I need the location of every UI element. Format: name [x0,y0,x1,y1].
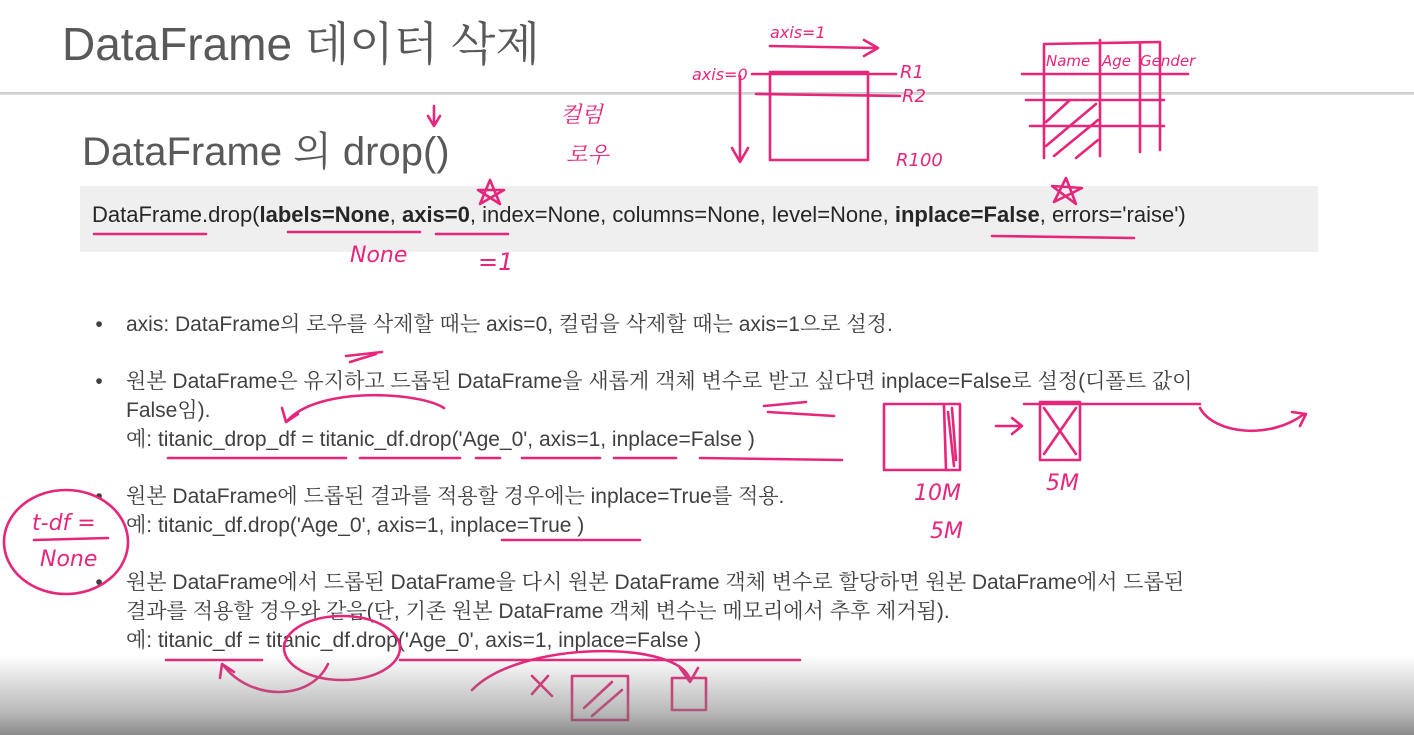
sig-mid: , index=None, columns=None, level=None, [469,202,895,227]
bullet-dot: • [95,370,103,393]
hw-circle-line1: t-df = [32,511,96,536]
sig-labels-param: labels=None [259,202,390,227]
axis1-arrow [770,40,878,56]
bullet-line: False임). [126,399,211,422]
drop-signature [92,202,1186,228]
section-subtitle: DataFrame 의 drop() [82,130,450,174]
diagram-df-box [770,72,868,160]
bullet-list [92,310,1392,683]
bullet-item [92,310,1392,339]
drop-signature-box [80,186,1318,252]
hw-r2: R2 [902,86,926,107]
grid-hatch [1046,100,1098,158]
bullet-item [92,482,1392,540]
hw-row-label: 로우 [566,143,609,168]
hw-header-gender: Gender [1140,52,1196,70]
bullet-item [92,367,1392,454]
hw-axis0: axis=0 [692,65,748,84]
bullet-example: 예: titanic_drop_df = titanic_df.drop('Age_0', axis=1, inplace=False ) [126,428,755,451]
bullet-line: 원본 DataFrame은 유지하고 드롭된 DataFrame을 새롭게 객체 변수로 받고 싶다면 inplace=False로 설정(디폴트 값이 [126,370,1193,393]
hw-col-label: 컬럼 [560,103,603,128]
sig-head: DataFrame.drop( [92,202,260,227]
axis0-arrow [732,76,748,162]
bullet-line: axis: DataFrame의 로우를 삭제할 때는 axis=0, 컬럼을 삭제할 때는 axis=1으로 설정. [126,313,893,336]
bullet-line: 원본 DataFrame에서 드롭된 DataFrame을 다시 원본 DataFrame 객체 변수로 할당하면 원본 DataFrame에서 드롭된 [126,571,1185,594]
bullet-example: 예: titanic_df = titanic_df.drop('Age_0', axis=1, inplace=False ) [126,629,702,652]
hw-10m: 10M [914,481,961,506]
sig-sep: , [389,202,402,227]
bullet-dot: • [95,313,103,336]
bullet-example: 예: titanic_df.drop('Age_0', axis=1, inplace=True ) [126,514,585,537]
hw-header-age: Age [1102,52,1132,70]
bullet-line: 결과를 적용할 경우와 같음(단, 기존 원본 DataFrame 객체 변수는 메모리에서 추후 제거됨). [126,600,950,623]
bullet-dot: • [95,571,103,594]
bullet-dot: • [95,485,103,508]
sig-inplace-param: inplace=False [894,202,1040,227]
sig-axis-param: axis=0 [401,202,470,227]
hw-eq1-axis: =1 [478,248,514,276]
bullet-line: 원본 DataFrame에 드롭된 결과를 적용할 경우에는 inplace=True를 적용. [126,485,785,508]
hw-circle-line2: None [40,547,98,572]
hw-r1: R1 [900,62,924,83]
bottom-shade [0,655,1414,735]
hw-5m-b: 5M [930,519,963,544]
page-title: DataFrame 데이터 삭제 [62,18,540,70]
sig-tail: , errors='raise') [1039,202,1186,227]
grid-lines [1022,40,1188,158]
hw-axis1: axis=1 [770,23,826,42]
bullet-item [92,568,1392,655]
title-divider [0,92,1414,95]
hw-none-labels: None [350,243,408,268]
hw-r100: R100 [896,150,943,171]
hw-5m-a: 5M [1046,471,1079,496]
hw-header-name: Name [1046,52,1091,70]
